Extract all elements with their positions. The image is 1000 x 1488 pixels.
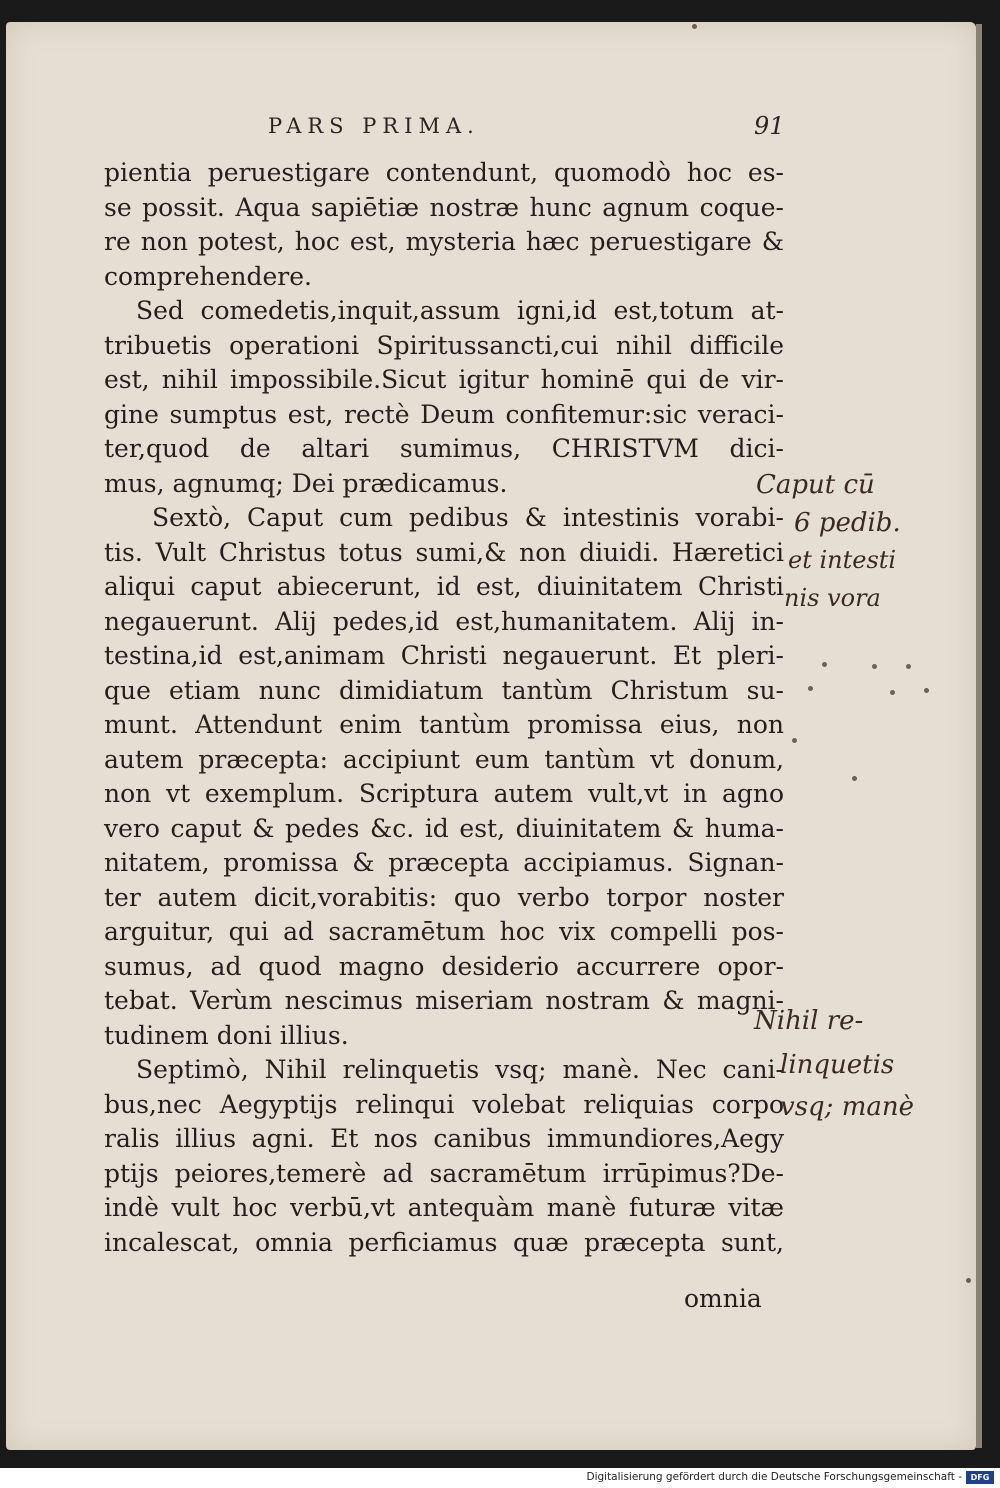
footer-bar — [0, 1468, 1000, 1488]
handwritten-note: Caput cū — [756, 470, 875, 500]
handwritten-note: et intesti — [788, 546, 897, 574]
running-head: PARS PRIMA. — [268, 114, 480, 138]
text-line: ptijs peiores,temerè ad sacramētum irrūpimus?De- — [104, 1158, 784, 1188]
text-line: munt. Attendunt enim tantùm promissa eius, non — [104, 710, 784, 739]
text-line: Sed comedetis,inquit,assum igni,id est,totum at- — [136, 296, 784, 325]
text-line: testina,id est,animam Christi negauerunt. Et pleri- — [104, 641, 784, 670]
text-line: ter autem dicit,vorabitis: quo verbo torpor noster — [104, 882, 784, 912]
text-line: que etiam nunc dimidiatum tantùm Christum su- — [104, 675, 784, 705]
text-line: tis. Vult Christus totus sumi,& non diuidi. Hæretici — [104, 537, 784, 567]
catchword: omnia — [684, 1284, 762, 1313]
ink-mark — [852, 776, 857, 781]
text-line: re non potest, hoc est, mysteria hæc peruestigare & — [104, 227, 784, 256]
page-edge — [976, 24, 982, 1448]
ink-mark — [792, 738, 797, 743]
text-line: tribuetis operationi Spiritussancti,cui nihil difficile — [104, 330, 784, 360]
text-line: tudinem doni illius. — [104, 1020, 349, 1050]
text-line: bus,nec Aegyptijs relinqui volebat reliquias corpo — [104, 1089, 784, 1119]
handwritten-note: 6 pedib. — [794, 508, 901, 538]
text-line: nitatem, promissa & præcepta accipiamus. Signan- — [104, 848, 784, 877]
ink-mark — [808, 686, 813, 691]
ink-mark — [692, 24, 697, 29]
footer-credit: Digitalisierung gefördert durch die Deutsche Forschungsgemeinschaft - — [586, 1471, 962, 1483]
text-line: est, nihil impossibile.Sicut igitur hominē qui de vir- — [104, 365, 784, 394]
handwritten-note: Nihil re- — [754, 1006, 864, 1036]
ink-mark — [872, 664, 877, 669]
handwritten-note: nis vora — [784, 584, 881, 612]
handwritten-note: linquetis — [780, 1050, 895, 1080]
handwritten-note: vsq; manè — [780, 1092, 914, 1122]
text-line: sumus, ad quod magno desiderio accurrere opor- — [104, 951, 784, 981]
text-line: autem præcepta: accipiunt eum tantùm vt donum, — [104, 744, 784, 774]
ink-mark — [906, 664, 911, 669]
text-line: comprehendere. — [104, 261, 312, 291]
text-line: gine sumptus est, rectè Deum confitemur:sic veraci- — [104, 399, 784, 429]
text-line: ter,quod de altari sumimus, CHRISTVM dici- — [104, 434, 784, 463]
text-line: non vt exemplum. Scriptura autem vult,vt in agno — [104, 779, 784, 808]
ink-mark — [890, 690, 895, 695]
ink-mark — [966, 1278, 971, 1283]
text-line: tebat. Verùm nescimus miseriam nostram & magni- — [104, 986, 784, 1015]
text-line: aliqui caput abiecerunt, id est, diuinitatem Christi — [104, 572, 784, 601]
text-line: mus, agnumq; Dei prædicamus. — [104, 468, 508, 498]
text-line: incalescat, omnia perficiamus quæ præcepta sunt, — [104, 1227, 784, 1257]
text-line: pientia peruestigare contendunt, quomodò hoc es- — [104, 158, 784, 187]
text-line: Sextò, Caput cum pedibus & intestinis vorabi- — [152, 503, 784, 532]
ink-mark — [924, 688, 929, 693]
dfg-logo: DFG — [966, 1471, 994, 1484]
text-line: indè vult hoc verbū,vt antequàm manè futuræ vitæ — [104, 1193, 784, 1222]
body-text — [104, 156, 794, 1260]
page-number: 91 — [754, 112, 785, 140]
text-line: negauerunt. Alij pedes,id est,humanitatem. Alij in- — [104, 606, 784, 636]
text-line: se possit. Aqua sapiētiæ nostræ hunc agnum coque- — [104, 192, 784, 222]
text-line: ralis illius agni. Et nos canibus immundiores,Aegy — [104, 1124, 784, 1153]
text-line: Septimò, Nihil relinquetis vsq; manè. Nec cani- — [136, 1055, 784, 1084]
text-line: vero caput & pedes &c. id est, diuinitatem & huma- — [104, 813, 784, 843]
ink-mark — [822, 662, 827, 667]
text-line: arguitur, qui ad sacramētum hoc vix compelli pos- — [104, 917, 784, 946]
